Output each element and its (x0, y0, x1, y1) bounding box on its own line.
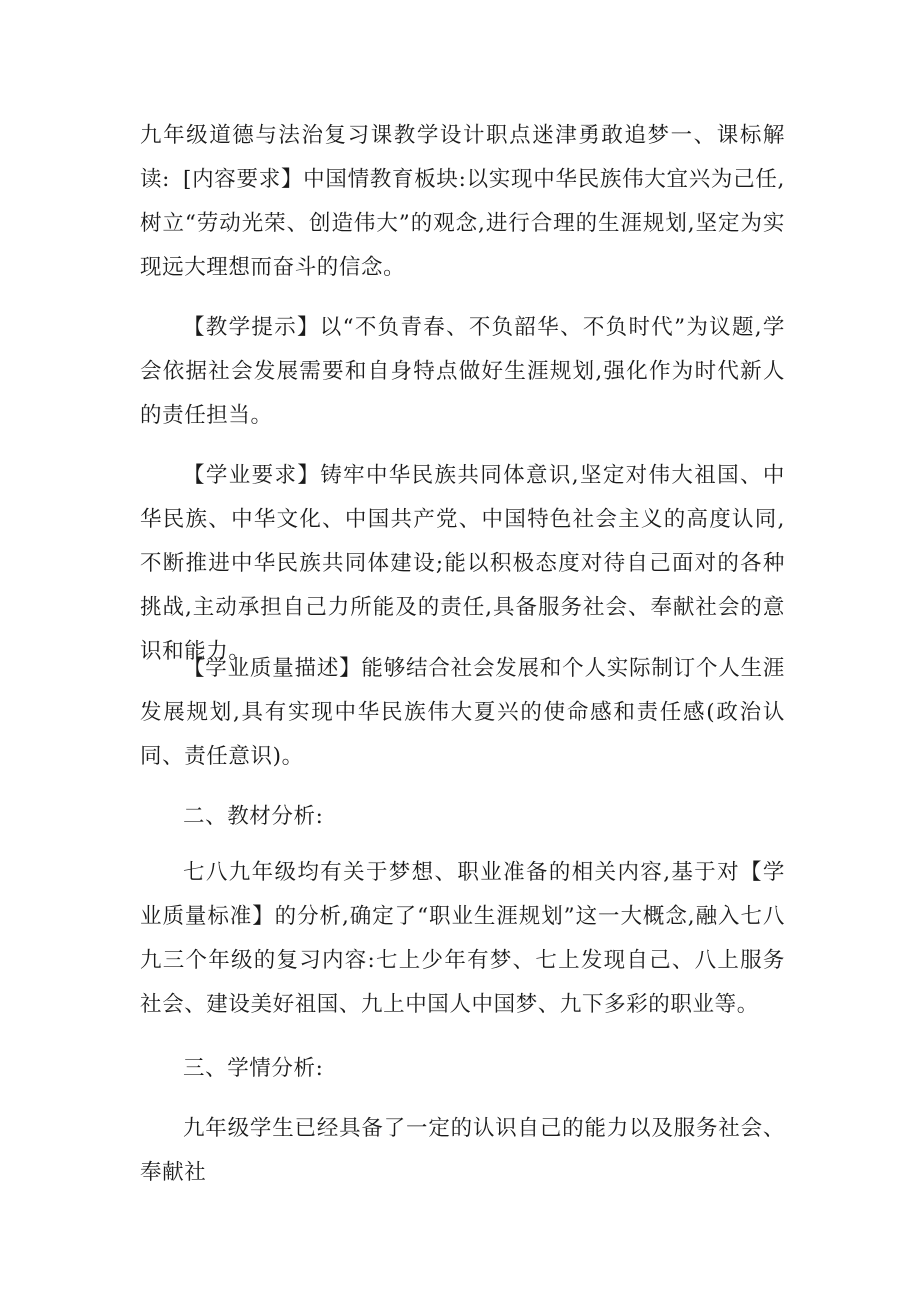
paragraph-content-requirement: [内容要求】中国情教育板块:以实现中华民族伟大宜兴为己任,树立“劳动光荣、创造伟大”的观念,进行合理的生涯规划,坚定为实现远大理想而奋斗的信念。 (140, 167, 785, 280)
paragraph-student-analysis: 九年级学生已经具备了一定的认识自己的能力以及服务社会、奉献社 (140, 1116, 785, 1185)
paragraph-material-analysis: 七八九年级均有关于梦想、职业准备的相关内容,基于对【学业质量标准】的分析,确定了“职业生涯规划”这一大概念,融入七八九三个年级的复习内容:七上少年有梦、七上发现自己、八上服务社会、建设美好祖国、九上中国人中国梦、九下多彩的职业等。 (140, 860, 785, 1017)
paragraph-quality-description: 【学业质量描述】能够结合社会发展和个人实际制订个人生涯发展规划,具有实现中华民族伟大夏兴的使命感和责任感(政治认同、责任意识)。 (140, 656, 785, 769)
document-title-line: 九年级道德与法治复习课教学设计职点迷津勇敢追梦一、课标解读: (140, 123, 785, 192)
paragraph-learning-requirement: 【学业要求】铸牢中华民族共同体意识,坚定对伟大祖国、中华民族、中华文化、中国共产党、中国特色社会主义的高度认同,不断推进中华民族共同体建设;能以积极态度对待自己面对的各种挑战,主动承担自己力所能及的责任,具备服务社会、奉献社会的意识和能力。 (140, 463, 785, 664)
section-three-heading: 三、学情分析: (183, 1056, 324, 1081)
paragraph-teaching-tips: 【教学提示】以“不负青春、不负韶华、不负时代”为议题,学会依据社会发展需要和自身特点做好生涯规划,强化作为时代新人的责任担当。 (140, 315, 785, 428)
section-two-heading: 二、教材分析: (183, 804, 324, 829)
